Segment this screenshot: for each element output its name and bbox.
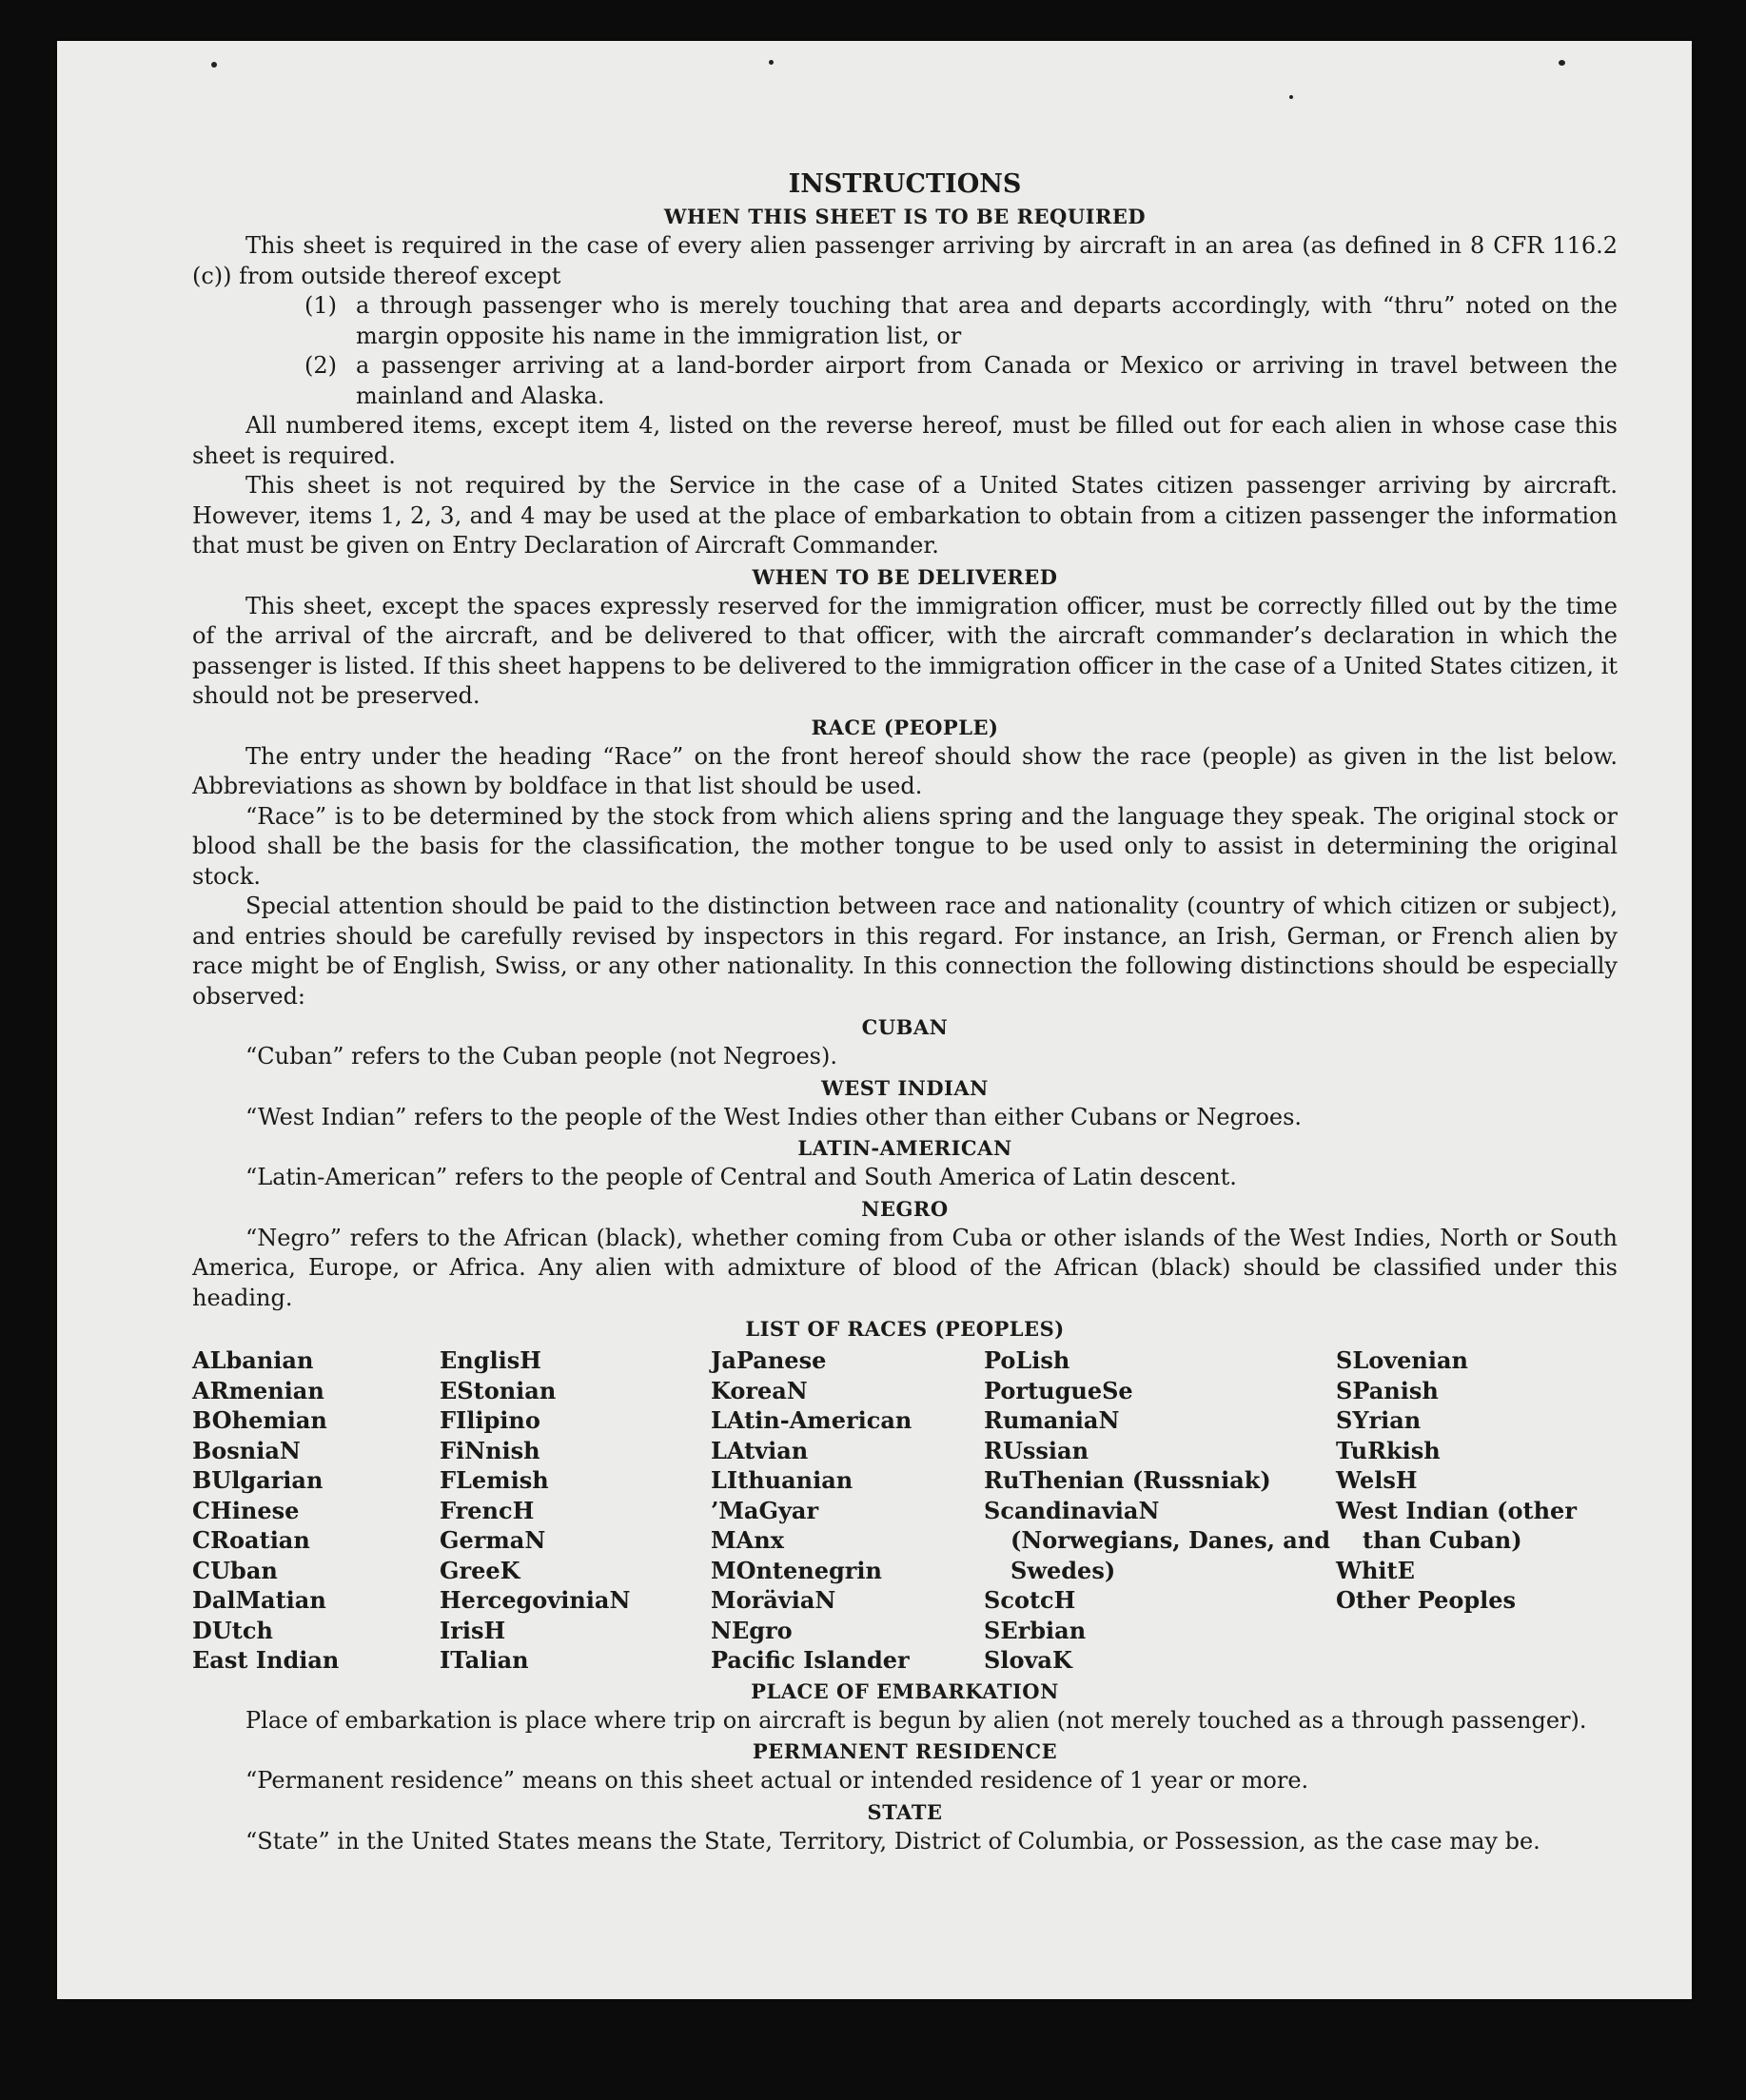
race-entry: FrencH (440, 1496, 535, 1524)
race-entry: West Indian (other than Cuban) (1336, 1496, 1577, 1554)
race-entry: HercegoviniaN (440, 1586, 631, 1614)
race-entry: East Indian (192, 1646, 340, 1674)
race-entry: DUtch (192, 1616, 273, 1644)
race-entry: RuThenian (Russniak) (984, 1466, 1271, 1494)
race-entry: NEgro (711, 1616, 793, 1644)
race-entry: LAtin-American (711, 1406, 912, 1434)
race-entry: ITalian (440, 1646, 529, 1674)
paragraph: Special attention should be paid to the distinction between race and nationality (country of which citizen or subject), and entries should be carefully revised by inspectors in this regard. For instance, an Irish, German, or French alien by race might be of English, Swiss, or any other nationality. In this connection the following distinctions should be especially observed: (192, 893, 1618, 1010)
races-column (1336, 1345, 1618, 1676)
section-heading-latin-american: LATIN-AMERICAN (797, 1136, 1012, 1160)
scan-speck (769, 60, 774, 65)
race-entry: FIlipino (440, 1406, 540, 1434)
races-column (984, 1345, 1336, 1676)
races-column (711, 1345, 984, 1676)
race-entry: SYrian (1336, 1406, 1422, 1434)
scan-speck (211, 62, 217, 68)
paragraph: “Race” is to be determined by the stock from which aliens spring and the language they speak. The original stock or blood shall be the basis for the classification, the mother tongue to be used only to assist in determining the original stock. (192, 802, 1618, 890)
instructions-text (192, 165, 1618, 1856)
race-entry: BosniaN (192, 1436, 301, 1464)
paragraph: Place of embarkation is place where trip on aircraft is begun by alien (not merely touched as a through passenger). (245, 1706, 1587, 1734)
paragraph: The entry under the heading “Race” on the front hereof should show the race (people) as given in the list below. Abbreviations as shown by boldface in that list should be used. (192, 742, 1618, 799)
race-entry: ARmenian (192, 1376, 324, 1404)
paragraph: All numbered items, except item 4, listed on the reverse hereof, must be filled out for each alien in whose case this sheet is required. (192, 412, 1618, 469)
race-entry: IrisH (440, 1616, 506, 1644)
race-entry: Pacific Islander (711, 1646, 910, 1674)
race-entry: PortugueSe (984, 1376, 1133, 1404)
page-title: INSTRUCTIONS (788, 169, 1022, 199)
section-heading-embarkation: PLACE OF EMBARKATION (751, 1678, 1059, 1703)
race-entry: CUban (192, 1556, 278, 1584)
section-heading-list-of-races: LIST OF RACES (PEOPLES) (745, 1317, 1065, 1341)
race-entry: RumaniaN (984, 1406, 1120, 1434)
race-entry: EnglisH (440, 1346, 541, 1374)
race-entry: KoreaN (711, 1376, 808, 1404)
race-entry: FLemish (440, 1466, 549, 1494)
race-entry: MOntenegrin (711, 1556, 882, 1584)
paragraph: This sheet is not required by the Service in the case of a United States citizen passenger arriving by aircraft. However, items 1, 2, 3, and 4 may be used at the place of embarkation to obtain from a citizen passenger the information that must be given on Entry Declaration of Aircraft Commander. (192, 472, 1618, 559)
race-entry: BUlgarian (192, 1466, 324, 1494)
item-text: a through passenger who is merely touching that area and departs accordingly, with “thru” noted on the margin opposite his name in the immigration list, or (356, 292, 1618, 349)
race-entry: WelsH (1336, 1466, 1418, 1494)
paragraph: This sheet, except the spaces expressly reserved for the immigration officer, must be correctly filled out by the time of the arrival of the aircraft, and be delivered to that officer, with the aircraft commander’s declaration in which the passenger is listed. If this sheet happens to be delivered to the immigration officer in the case of a United States citizen, it should not be preserved. (192, 592, 1618, 709)
race-entry: MoräviaN (711, 1586, 836, 1614)
race-entry: JaPanese (711, 1346, 827, 1374)
section-heading-permanent-residence: PERMANENT RESIDENCE (752, 1739, 1058, 1763)
list-item (304, 291, 1618, 351)
races-list (192, 1345, 1618, 1676)
document-page (57, 41, 1692, 1999)
section-heading-state: STATE (867, 1799, 943, 1824)
paragraph: This sheet is required in the case of every alien passenger arriving by aircraft in an area (as defined in 8 CFR 116.2 (c)) from outside thereof except (192, 232, 1618, 289)
race-entry: RUssian (984, 1436, 1089, 1464)
race-entry: SlovaK (984, 1646, 1072, 1674)
section-heading-race: RACE (PEOPLE) (811, 715, 999, 739)
scan-speck (1289, 95, 1293, 99)
race-entry: PoLish (984, 1346, 1070, 1374)
section-heading-when-delivered: WHEN TO BE DELIVERED (752, 564, 1058, 589)
paragraph: “State” in the United States means the State, Territory, District of Columbia, or Possession, as the case may be. (245, 1827, 1540, 1855)
race-entry: WhitE (1336, 1556, 1415, 1584)
race-entry: SErbian (984, 1616, 1087, 1644)
races-column (440, 1345, 711, 1676)
section-heading-when-required: WHEN THIS SHEET IS TO BE REQUIRED (663, 205, 1147, 228)
race-entry: SLovenian (1336, 1346, 1468, 1374)
scan-speck (1559, 60, 1565, 66)
section-heading-cuban: CUBAN (861, 1015, 949, 1039)
race-entry: LIthuanian (711, 1466, 853, 1494)
paragraph: “Cuban” refers to the Cuban people (not Negroes). (245, 1043, 837, 1070)
race-entry: EStonian (440, 1376, 557, 1404)
race-entry: MAnx (711, 1526, 784, 1554)
section-heading-west-indian: WEST INDIAN (821, 1075, 989, 1100)
race-entry: ScandinaviaN (Norwegians, Danes, and Swedes) (984, 1496, 1331, 1584)
race-entry: ALbanian (192, 1346, 314, 1374)
race-entry: BOhemian (192, 1406, 327, 1434)
race-entry: CRoatian (192, 1526, 310, 1554)
race-entry: ScotcH (984, 1586, 1076, 1614)
paragraph: “Negro” refers to the African (black), whether coming from Cuba or other islands of the West Indies, North or South America, Europe, or Africa. Any alien with admixture of blood of the African (black) should be classified under this heading. (192, 1224, 1618, 1311)
race-entry: DalMatian (192, 1586, 326, 1614)
race-entry: FiNnish (440, 1436, 540, 1464)
item-text: a passenger arriving at a land-border airport from Canada or Mexico or arriving in travel between the mainland and Alaska. (356, 352, 1618, 409)
list-item (304, 351, 1618, 411)
race-entry: ’MaGyar (711, 1496, 819, 1524)
paragraph: “Permanent residence” means on this sheet actual or intended residence of 1 year or more. (245, 1767, 1309, 1794)
item-number: (1) (304, 292, 337, 319)
races-column (192, 1345, 440, 1676)
item-number: (2) (304, 352, 337, 379)
race-entry: TuRkish (1336, 1436, 1441, 1464)
race-entry: CHinese (192, 1496, 300, 1524)
race-entry: GermaN (440, 1526, 546, 1554)
race-entry: SPanish (1336, 1376, 1439, 1404)
paragraph: “Latin-American” refers to the people of Central and South America of Latin descent. (245, 1164, 1237, 1190)
section-heading-negro: NEGRO (861, 1196, 949, 1221)
paragraph: “West Indian” refers to the people of the West Indies other than either Cubans or Negroes. (245, 1103, 1303, 1130)
race-entry: Other Peoples (1336, 1586, 1517, 1614)
race-entry: GreeK (440, 1556, 520, 1584)
race-entry: LAtvian (711, 1436, 809, 1464)
